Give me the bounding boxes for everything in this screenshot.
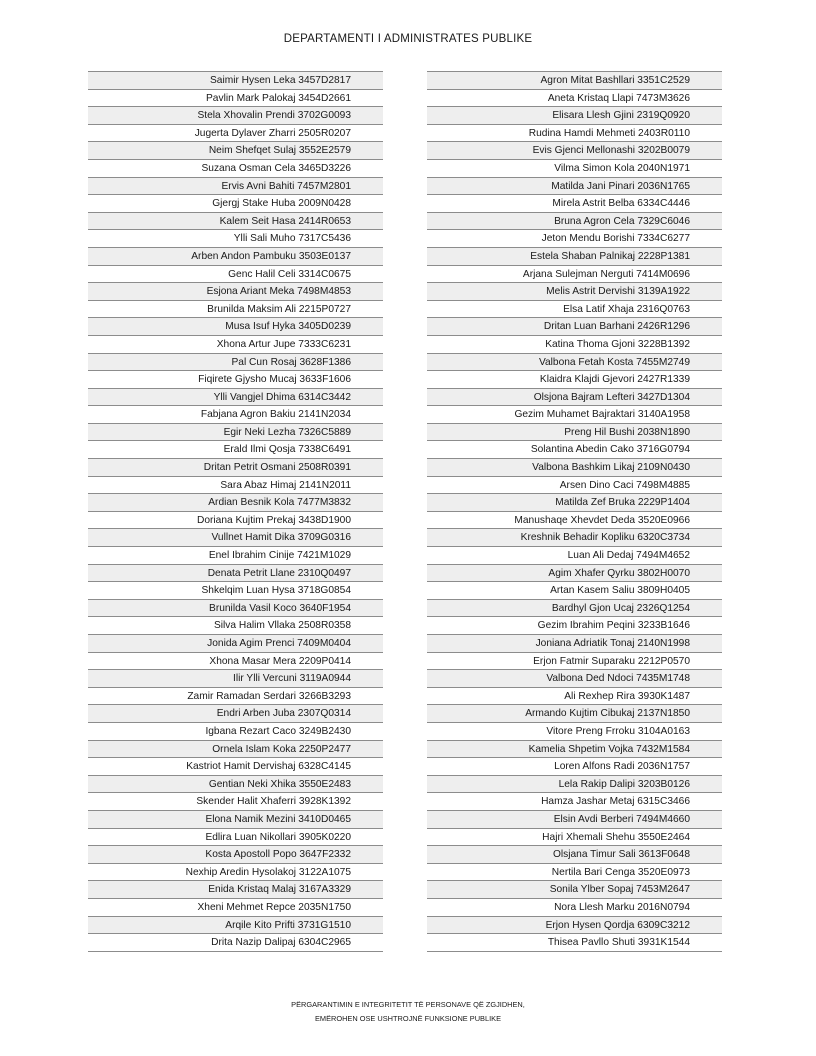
list-item: Elsa Latif Xhaja 2316Q0763: [427, 301, 722, 319]
list-item: Valbona Ded Ndoci 7435M1748: [427, 670, 722, 688]
list-item: Valbona Bashkim Likaj 2109N0430: [427, 459, 722, 477]
list-item: Valbona Fetah Kosta 7455M2749: [427, 354, 722, 372]
list-item: Stela Xhovalin Prendi 3702G0093: [88, 107, 383, 125]
list-item: Erjon Fatmir Suparaku 2212P0570: [427, 653, 722, 671]
list-item: Estela Shaban Palnikaj 2228P1381: [427, 248, 722, 266]
list-item: Kalem Seit Hasa 2414R0653: [88, 213, 383, 231]
list-item: Arsen Dino Caci 7498M4885: [427, 477, 722, 495]
list-item: Denata Petrit Llane 2310Q0497: [88, 565, 383, 583]
list-item: Thisea Pavllo Shuti 3931K1544: [427, 934, 722, 952]
list-item: Edlira Luan Nikollari 3905K0220: [88, 829, 383, 847]
footer-line-2: EMËROHEN OSE USHTROJNË FUNKSIONE PUBLIKE: [314, 1014, 502, 1023]
list-item: Bruna Agron Cela 7329C6046: [427, 213, 722, 231]
list-item: Agim Xhafer Qyrku 3802H0070: [427, 565, 722, 583]
list-item: Kamelia Shpetim Vojka 7432M1584: [427, 741, 722, 759]
list-item: Saimir Hysen Leka 3457D2817: [88, 72, 383, 90]
list-item: Lela Rakip Dalipi 3203B0126: [427, 776, 722, 794]
list-item: Gjergj Stake Huba 2009N0428: [88, 195, 383, 213]
list-item: Hajri Xhemali Shehu 3550E2464: [427, 829, 722, 847]
list-item: Pal Cun Rosaj 3628F1386: [88, 354, 383, 372]
list-item: Mirela Astrit Belba 6334C4446: [427, 195, 722, 213]
list-item: Arjana Sulejman Nerguti 7414M0696: [427, 266, 722, 284]
list-item: Evis Gjenci Mellonashi 3202B0079: [427, 142, 722, 160]
list-item: Silva Halim Vllaka 2508R0358: [88, 617, 383, 635]
list-item: Kosta Apostoll Popo 3647F2332: [88, 846, 383, 864]
list-item: Shkelqim Luan Hysa 3718G0854: [88, 582, 383, 600]
list-item: Dritan Luan Barhani 2426R1296: [427, 318, 722, 336]
list-item: Ylli Sali Muho 7317C5436: [88, 230, 383, 248]
list-item: Doriana Kujtim Prekaj 3438D1900: [88, 512, 383, 530]
list-item: Artan Kasem Saliu 3809H0405: [427, 582, 722, 600]
list-item: Aneta Kristaq Llapi 7473M3626: [427, 90, 722, 108]
list-item: Melis Astrit Dervishi 3139A1922: [427, 283, 722, 301]
list-item: Elona Namik Mezini 3410D0465: [88, 811, 383, 829]
list-item: Erald Ilmi Qosja 7338C6491: [88, 441, 383, 459]
list-item: Nertila Bari Cenga 3520E0973: [427, 864, 722, 882]
list-item: Vullnet Hamit Dika 3709G0316: [88, 529, 383, 547]
list-item: Xhona Masar Mera 2209P0414: [88, 653, 383, 671]
list-item: Brunilda Vasil Koco 3640F1954: [88, 600, 383, 618]
list-item: Ylli Vangjel Dhima 6314C3442: [88, 389, 383, 407]
list-item: Arben Andon Pambuku 3503E0137: [88, 248, 383, 266]
list-item: Olsjana Timur Sali 3613F0648: [427, 846, 722, 864]
list-item: Neim Shefqet Sulaj 3552E2579: [88, 142, 383, 160]
list-item: Igbana Rezart Caco 3249B2430: [88, 723, 383, 741]
list-item: Gentian Neki Xhika 3550E2483: [88, 776, 383, 794]
list-item: Endri Arben Juba 2307Q0314: [88, 705, 383, 723]
list-item: Erjon Hysen Qordja 6309C3212: [427, 917, 722, 935]
list-item: Elsin Avdi Berberi 7494M4660: [427, 811, 722, 829]
list-item: Preng Hil Bushi 2038N1890: [427, 424, 722, 442]
list-item: Klaidra Klajdi Gjevori 2427R1339: [427, 371, 722, 389]
list-item: Ervis Avni Bahiti 7457M2801: [88, 178, 383, 196]
list-item: Joniana Adriatik Tonaj 2140N1998: [427, 635, 722, 653]
list-item: Vitore Preng Frroku 3104A0163: [427, 723, 722, 741]
list-item: Zamir Ramadan Serdari 3266B3293: [88, 688, 383, 706]
list-item: Ardian Besnik Kola 7477M3832: [88, 494, 383, 512]
list-item: Enel Ibrahim Cinije 7421M1029: [88, 547, 383, 565]
list-item: Ali Rexhep Rira 3930K1487: [427, 688, 722, 706]
list-item: Egir Neki Lezha 7326C5889: [88, 424, 383, 442]
list-item: Dritan Petrit Osmani 2508R0391: [88, 459, 383, 477]
list-item: Ornela Islam Koka 2250P2477: [88, 741, 383, 759]
list-item: Manushaqe Xhevdet Deda 3520E0966: [427, 512, 722, 530]
list-item: Kastriot Hamit Dervishaj 6328C4145: [88, 758, 383, 776]
page-footer: [0, 998, 816, 1026]
list-item: Vilma Simon Kola 2040N1971: [427, 160, 722, 178]
list-item: Agron Mitat Bashllari 3351C2529: [427, 72, 722, 90]
list-item: Drita Nazip Dalipaj 6304C2965: [88, 934, 383, 952]
list-item: Brunilda Maksim Ali 2215P0727: [88, 301, 383, 319]
left-name-list: [88, 71, 383, 952]
list-item: Fabjana Agron Bakiu 2141N2034: [88, 406, 383, 424]
list-item: Jugerta Dylaver Zharri 2505R0207: [88, 125, 383, 143]
list-item: Xheni Mehmet Repce 2035N1750: [88, 899, 383, 917]
list-item: Loren Alfons Radi 2036N1757: [427, 758, 722, 776]
list-item: Fiqirete Gjysho Mucaj 3633F1606: [88, 371, 383, 389]
list-item: Skender Halit Xhaferri 3928K1392: [88, 793, 383, 811]
list-item: Nora Llesh Marku 2016N0794: [427, 899, 722, 917]
list-item: Enida Kristaq Malaj 3167A3329: [88, 881, 383, 899]
list-item: Solantina Abedin Cako 3716G0794: [427, 441, 722, 459]
list-item: Jeton Mendu Borishi 7334C6277: [427, 230, 722, 248]
list-item: Sara Abaz Himaj 2141N2011: [88, 477, 383, 495]
list-item: Gezim Ibrahim Peqini 3233B1646: [427, 617, 722, 635]
list-item: Olsjona Bajram Lefteri 3427D1304: [427, 389, 722, 407]
list-item: Sonila Ylber Sopaj 7453M2647: [427, 881, 722, 899]
list-item: Musa Isuf Hyka 3405D0239: [88, 318, 383, 336]
list-item: Nexhip Aredin Hysolakoj 3122A1075: [88, 864, 383, 882]
list-item: Katina Thoma Gjoni 3228B1392: [427, 336, 722, 354]
list-item: Esjona Ariant Meka 7498M4853: [88, 283, 383, 301]
right-name-list: [427, 71, 722, 952]
list-item: Rudina Hamdi Mehmeti 2403R0110: [427, 125, 722, 143]
list-item: Elisara Llesh Gjini 2319Q0920: [427, 107, 722, 125]
list-item: Gezim Muhamet Bajraktari 3140A1958: [427, 406, 722, 424]
list-item: Pavlin Mark Palokaj 3454D2661: [88, 90, 383, 108]
list-item: Hamza Jashar Metaj 6315C3466: [427, 793, 722, 811]
list-item: Arqile Kito Prifti 3731G1510: [88, 917, 383, 935]
list-item: Ilir Ylli Vercuni 3119A0944: [88, 670, 383, 688]
footer-line-1: PËRGARANTIMIN E INTEGRITETIT TË PERSONAVE QË ZGJIDHEN,: [291, 1000, 525, 1009]
list-item: Jonida Agim Prenci 7409M0404: [88, 635, 383, 653]
list-item: Bardhyl Gjon Ucaj 2326Q1254: [427, 600, 722, 618]
list-item: Matilda Jani Pinari 2036N1765: [427, 178, 722, 196]
list-item: Suzana Osman Cela 3465D3226: [88, 160, 383, 178]
list-item: Kreshnik Behadir Kopliku 6320C3734: [427, 529, 722, 547]
list-item: Xhona Artur Jupe 7333C6231: [88, 336, 383, 354]
list-item: Matilda Zef Bruka 2229P1404: [427, 494, 722, 512]
list-item: Armando Kujtim Cibukaj 2137N1850: [427, 705, 722, 723]
list-item: Luan Ali Dedaj 7494M4652: [427, 547, 722, 565]
list-item: Genc Halil Celi 3314C0675: [88, 266, 383, 284]
page-title: DEPARTAMENTI I ADMINISTRATES PUBLIKE: [283, 33, 533, 45]
